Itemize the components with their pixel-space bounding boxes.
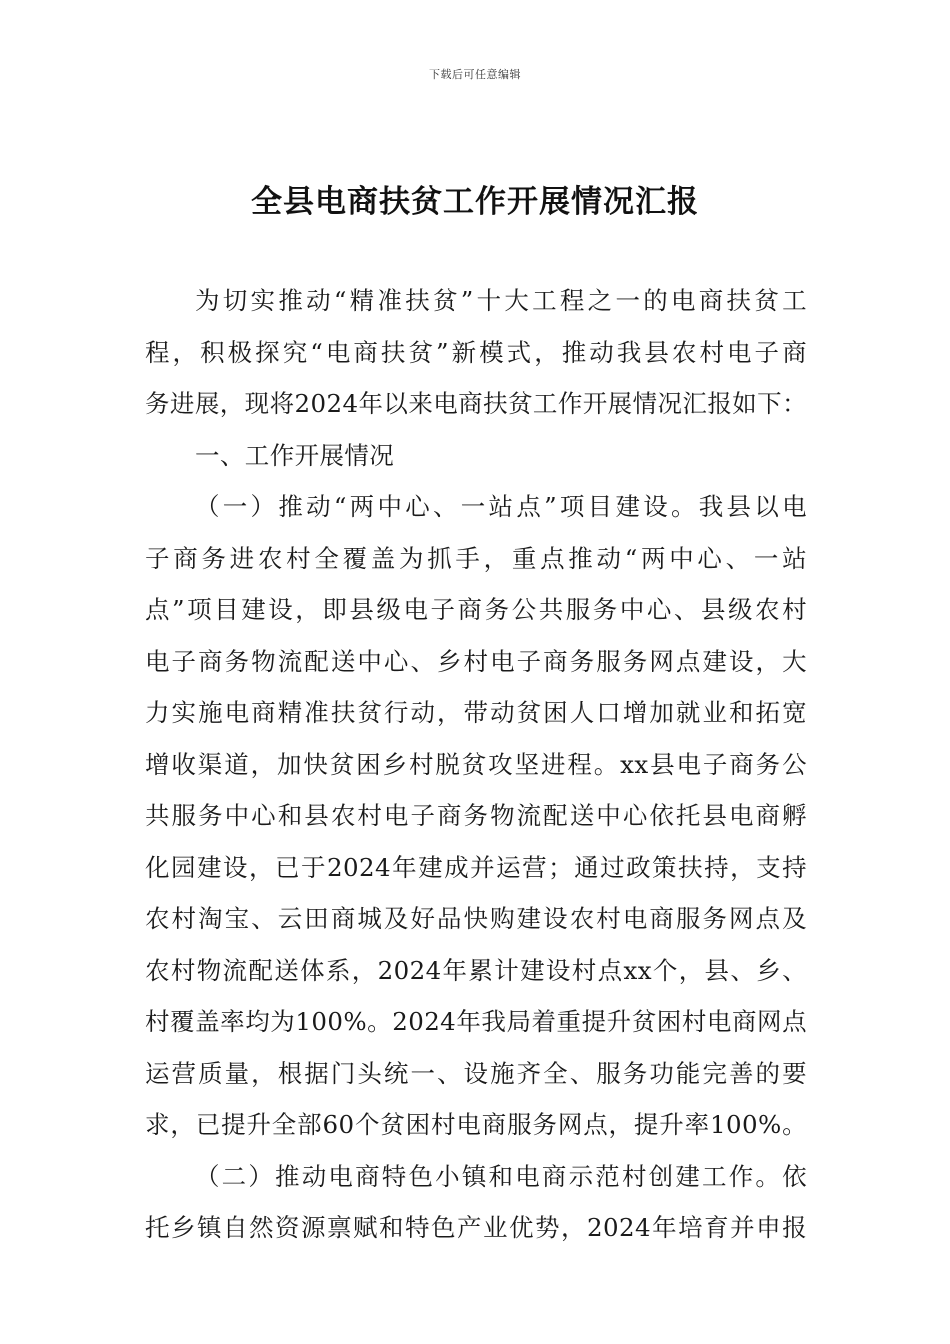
section-heading: 一、工作开展情况 (195, 440, 395, 470)
paragraph-line: 子商务进农村全覆盖为抓手，重点推动“两中心、一站 (145, 543, 807, 573)
paragraph-line: 增收渠道，加快贫困乡村脱贫攻坚进程。xx县电子商务公 (145, 749, 807, 779)
paragraph-line: 农村淘宝、云田商城及好品快购建设农村电商服务网点及 (145, 904, 807, 933)
paragraph-line: 农村物流配送体系，2024年累计建设村点xx个，县、乡、 (145, 955, 807, 985)
document-body (145, 278, 807, 1257)
paragraph-line: （一）推动“两中心、一站点”项目建设。我县以电 (195, 492, 807, 521)
paragraph-line: 务进展，现将2024年以来电商扶贫工作开展情况汇报如下： (145, 389, 807, 418)
document-title: 全县电商扶贫工作开展情况汇报 (251, 184, 699, 220)
paragraph-line: 化园建设，已于2024年建成并运营；通过政策扶持，支持 (145, 852, 807, 882)
paragraph-line: 程，积极探究“电商扶贫”新模式，推动我县农村电子商 (145, 337, 807, 367)
paragraph-line: 求，已提升全部60个贫困村电商服务网点，提升率100%。 (145, 1110, 807, 1139)
paragraph-line: 电子商务物流配送中心、乡村电子商务服务网点建设，大 (145, 646, 807, 676)
paragraph-line: 力实施电商精准扶贫行动，带动贫困人口增加就业和拓宽 (145, 698, 807, 727)
paragraph-line: 运营质量，根据门头统一、设施齐全、服务功能完善的要 (145, 1058, 807, 1088)
paragraph-line: （二）推动电商特色小镇和电商示范村创建工作。依 (195, 1161, 807, 1191)
paragraph-line: 共服务中心和县农村电子商务物流配送中心依托县电商孵 (145, 801, 807, 830)
paragraph-line: 村覆盖率均为100%。2024年我局着重提升贫困村电商网点 (145, 1007, 807, 1036)
paragraph-line: 托乡镇自然资源禀赋和特色产业优势，2024年培育并申报 (145, 1213, 807, 1242)
header-note: 下载后可任意编辑 (429, 68, 521, 81)
paragraph-line: 为切实推动“精准扶贫”十大工程之一的电商扶贫工 (195, 286, 807, 315)
paragraph-line: 点”项目建设，即县级电子商务公共服务中心、县级农村 (145, 595, 807, 624)
